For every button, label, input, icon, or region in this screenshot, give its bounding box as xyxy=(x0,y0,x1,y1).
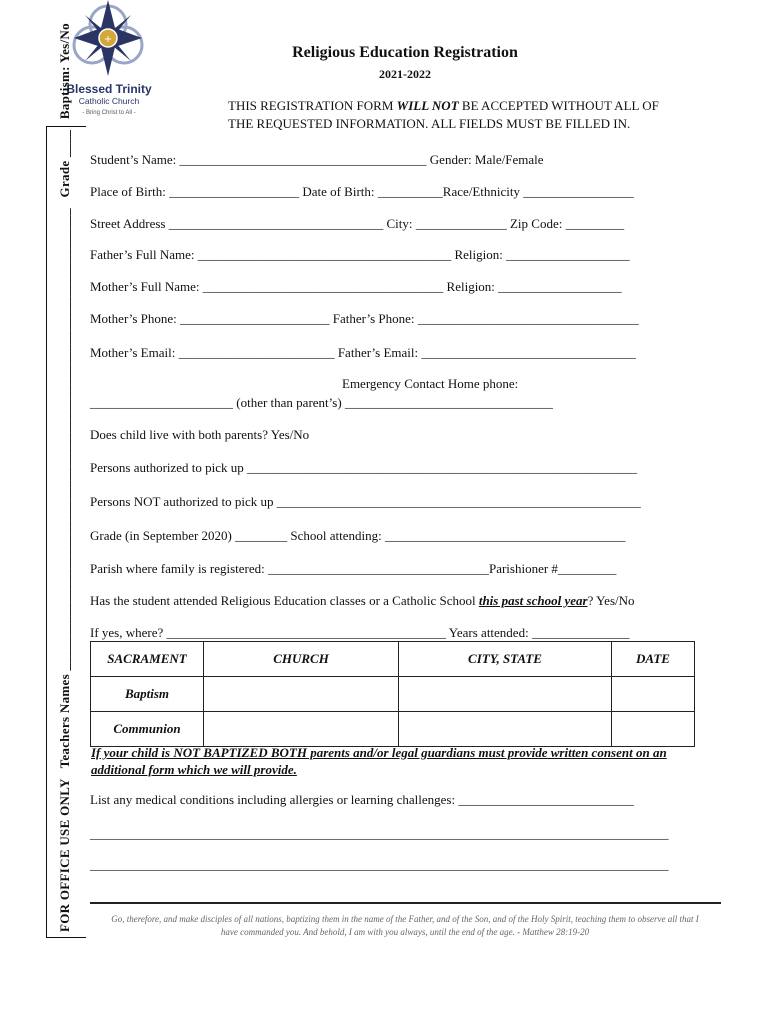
sacrament-table xyxy=(90,641,695,747)
sacrament-baptism: Baptism xyxy=(91,677,204,712)
logo-tagline: - Bring Christ to All - xyxy=(82,110,136,116)
phones-field[interactable]: Mother’s Phone: _______________________ Father’s Phone: __________________________________ xyxy=(90,311,639,326)
header-date: DATE xyxy=(612,642,695,677)
attended-emphasis: this past school year xyxy=(478,593,588,608)
mother-name-field[interactable]: Mother’s Full Name: _____________________________________ Religion: ___________________ xyxy=(90,279,622,294)
attended-text-a: Has the student attended Religious Education classes or a Catholic School xyxy=(90,593,479,608)
emails-field[interactable]: Mother’s Email: ________________________ Father’s Email: _________________________________ xyxy=(90,345,636,360)
notice-part-c: BE ACCEPTED WITHOUT ALL OF xyxy=(458,98,659,113)
authorized-pickup-field[interactable]: Persons authorized to pick up ____________________________________________________________ xyxy=(90,460,638,475)
baptism-city-cell[interactable] xyxy=(399,677,612,712)
emergency-label: Emergency Contact Home phone: xyxy=(342,376,519,391)
birth-field[interactable]: Place of Birth: ____________________ Date of Birth: __________Race/Ethnicity _________________ xyxy=(90,184,634,199)
bottom-divider xyxy=(90,902,721,904)
where-field[interactable]: If yes, where? ___________________________________________ Years attended: _______________ xyxy=(90,625,630,640)
not-authorized-pickup-field[interactable]: Persons NOT authorized to pick up ________________________________________________________ xyxy=(90,494,641,509)
father-name-field[interactable]: Father’s Full Name: _______________________________________ Religion: ___________________ xyxy=(90,247,630,262)
table-header-row xyxy=(91,642,695,677)
baptism-date-cell[interactable] xyxy=(612,677,695,712)
logo-name: Blessed Trinity xyxy=(66,82,152,96)
medical-line-1[interactable]: _________________________________________________________________________________________ xyxy=(90,826,669,841)
baptism-church-cell[interactable] xyxy=(204,677,399,712)
communion-city-cell[interactable] xyxy=(399,712,612,747)
medical-field[interactable]: List any medical conditions including allergies or learning challenges: ___________________________ xyxy=(90,792,634,807)
table-row xyxy=(91,677,695,712)
address-field[interactable]: Street Address _________________________________ City: ______________ Zip Code: _________ xyxy=(90,216,625,231)
parish-field[interactable]: Parish where family is registered: __________________________________Parishioner #_________ xyxy=(90,561,617,576)
attended-field[interactable] xyxy=(90,593,635,609)
attended-text-c: ? Yes/No xyxy=(587,593,635,608)
medical-line-2[interactable]: _________________________________________________________________________________________ xyxy=(90,857,669,872)
communion-church-cell[interactable] xyxy=(204,712,399,747)
scripture-verse: Go, therefore, and make disciples of all nations, baptizing them in the name of the Father, and of the Son, and of the Holy Spirit, teaching them to observe all that I have commanded you. And behold, I am with you always, until the end of the age. - Matthew 28:19-20 xyxy=(111,914,699,937)
sacrament-communion: Communion xyxy=(91,712,204,747)
notice-part-d: THE REQUESTED INFORMATION. ALL FIELDS MUST BE FILLED IN. xyxy=(228,116,631,131)
both-parents-field[interactable]: Does child live with both parents? Yes/No xyxy=(90,427,310,442)
notice-emphasis: WILL NOT xyxy=(396,98,459,113)
emergency-field[interactable]: ______________________ (other than parent’s) ________________________________ xyxy=(90,395,553,410)
communion-date-cell[interactable] xyxy=(612,712,695,747)
table-row xyxy=(91,712,695,747)
form-title: Religious Education Registration xyxy=(292,44,518,61)
consent-notice: If your child is NOT BAPTIZED BOTH parents and/or legal guardians must provide written consent on an additional form which we will provide. xyxy=(91,745,667,777)
office-use-label xyxy=(50,23,80,932)
office-use-text: FOR OFFICE USE ONLY Teachers Names ____________________________________________________________________ Grade ____ Baptism: Yes/No xyxy=(57,23,72,932)
header-sacrament: SACRAMENT xyxy=(91,642,204,677)
grade-school-field[interactable]: Grade (in September 2020) ________ School attending: _____________________________________ xyxy=(90,528,626,543)
student-name-field[interactable]: Student’s Name: ______________________________________ Gender: Male/Female xyxy=(90,152,544,167)
header-church: CHURCH xyxy=(204,642,399,677)
logo-subtitle: Catholic Church xyxy=(78,96,140,106)
form-notice xyxy=(228,97,708,133)
header-city-state: CITY, STATE xyxy=(399,642,612,677)
form-year: 2021-2022 xyxy=(379,67,431,81)
svg-text:+: + xyxy=(103,34,113,45)
notice-part-a: THIS REGISTRATION FORM xyxy=(228,98,397,113)
